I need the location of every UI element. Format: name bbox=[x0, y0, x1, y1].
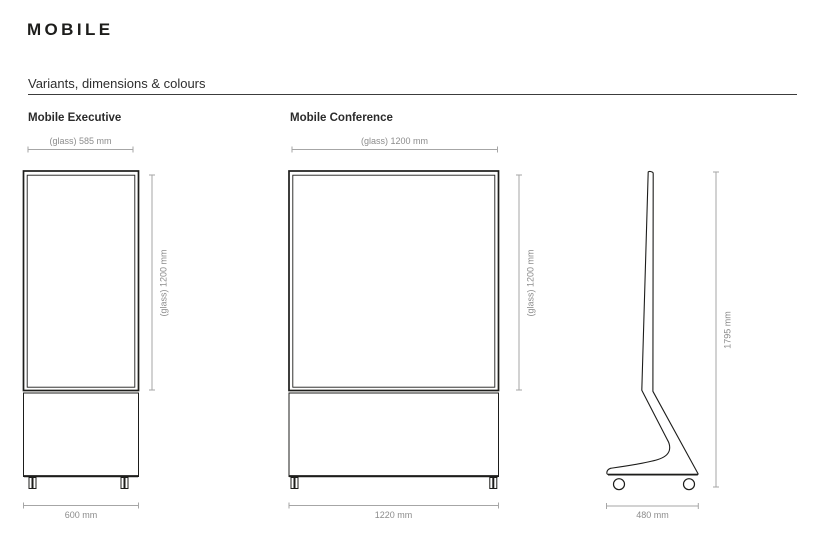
conference-overall-width-label: 1220 mm bbox=[374, 510, 413, 520]
conference-caster-left bbox=[291, 478, 298, 489]
executive-glass-height-label: (glass) 1200 mm bbox=[158, 248, 169, 317]
executive-overall-width-dimline bbox=[24, 503, 139, 509]
executive-caster-left bbox=[29, 478, 36, 489]
conference-frame-rect bbox=[289, 171, 499, 391]
side-overall-height-label: 1795 mm bbox=[722, 310, 732, 349]
conference-front-drawing bbox=[289, 147, 522, 509]
executive-base-rect bbox=[24, 393, 139, 477]
conference-glass-height-dimline bbox=[516, 175, 522, 390]
conference-variant-label: Mobile Conference bbox=[290, 112, 393, 124]
page-title: MOBILE bbox=[27, 20, 114, 39]
side-caster-front bbox=[614, 479, 625, 490]
executive-caster-right bbox=[121, 478, 128, 489]
side-overall-depth-label: 480 mm bbox=[636, 510, 669, 520]
conference-overall-width-dimline bbox=[289, 503, 499, 509]
executive-glass-width-label: (glass) 585 mm bbox=[49, 136, 112, 146]
conference-glass-height-label: (glass) 1200 mm bbox=[525, 248, 536, 317]
executive-variant-label: Mobile Executive bbox=[28, 112, 122, 124]
executive-overall-width-label: 600 mm bbox=[64, 510, 98, 520]
side-caster-rear bbox=[684, 479, 695, 490]
executive-front-drawing bbox=[24, 147, 156, 509]
conference-glass-width-dimline bbox=[292, 147, 498, 153]
executive-frame-rect bbox=[24, 171, 139, 391]
executive-glass-height-dimline bbox=[149, 175, 155, 390]
side-profile-outline bbox=[607, 171, 698, 474]
conference-glass-width-label: (glass) 1200 mm bbox=[360, 136, 429, 146]
side-overall-height-dimline bbox=[713, 172, 719, 487]
side-overall-depth-dimline bbox=[607, 503, 699, 509]
section-title: Variants, dimensions & colours bbox=[28, 76, 206, 91]
conference-base-rect bbox=[289, 393, 499, 477]
executive-glass-width-dimline bbox=[28, 147, 133, 153]
conference-caster-right bbox=[490, 478, 497, 489]
side-profile-drawing bbox=[607, 171, 720, 509]
